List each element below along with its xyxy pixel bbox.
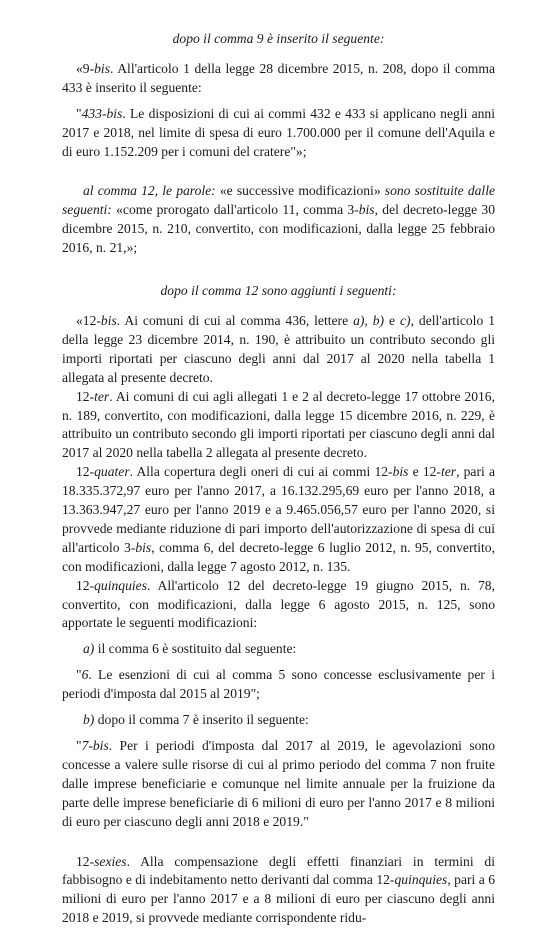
instruction-after-comma-9: dopo il comma 9 è inserito il seguente: (172, 31, 385, 46)
paragraph-comma-12-amendment: al comma 12, le parole: «e successive modificazioni» sono sostituite dalle seguenti: «come prorogato dall'articolo 11, comma 3-bis, del decreto-legge 30 dicembre 2015, n. 210, convertito, con modificazioni, dalla legge 25 febbraio 2016, n. 21,»; (62, 183, 496, 256)
paragraph-12-quater: 12-quater. Alla copertura degli oneri di cui ai commi 12-bis e 12-ter, pari a 18.335.372,97 euro per l'anno 2017, a 16.132.295,69 euro per l'anno 2018, a 13.363.947,27 euro per l'anno 2019 e a 9.465.056,57 euro per l'anno 2020, si provvede mediante riduzione di pari importo dell'autorizzazione di spesa di cui all'articolo 3-bis, comma 6, del decreto-legge 6 luglio 2012, n. 95, convertito, con modificazioni, dalla legge 7 agosto 2012, n. 135. (62, 464, 495, 574)
paragraph-12-quinquies: 12-quinquies. All'articolo 12 del decreto-legge 19 giugno 2015, n. 78, convertito, con modificazioni, dalla legge 6 agosto 2015, n. 125, sono apportate le seguenti modificazioni: (62, 577, 495, 631)
paragraph-letter-a: a) il comma 6 è sostituito dal seguente: (83, 641, 297, 657)
paragraph-7-bis: "7-bis. Per i periodi d'imposta dal 2017 al 2019, le agevolazioni sono concesse a valere sulle risorse di cui al primo periodo del comma 7 non fruite dalle imprese beneficiarie e comunque nel limite annuale per la fruizione da parte delle imprese beneficiarie di 6 milioni di euro per l'anno 2017 e 8 milioni di euro per ciascuno degli anni 2018 e 2019." (62, 738, 495, 829)
paragraph-comma-6: "6. Le esenzioni di cui al comma 5 sono concesse esclusivamente per i periodi d'imposta dal 2015 al 2019"; (62, 667, 495, 702)
paragraph-12-ter: 12-ter. Ai comuni di cui agli allegati 1 e 2 al decreto-legge 17 ottobre 2016, n. 189, convertito, con modificazioni, dalla legge 15 dicembre 2016, n. 229, è attribuito un contributo secondo gli importi riportati per ciascuno degli anni dal 2017 al 2020 nella tabella 2 allegata al presente decreto. (62, 388, 495, 461)
instruction-after-comma-12: dopo il comma 12 sono aggiunti i seguenti: (160, 283, 397, 299)
paragraph-letter-b: b) dopo il comma 7 è inserito il seguente: (83, 712, 309, 728)
paragraph-9-bis: «9-bis. All'articolo 1 della legge 28 dicembre 2015, n. 208, dopo il comma 433 è inserito il seguente: (62, 60, 495, 95)
paragraph-12-sexies: 12-sexies. Alla compensazione degli effetti finanziari in termini di fabbisogno e di indebitamento netto derivanti dal comma 12-quinquies, pari a 6 milioni di euro per l'anno 2017 e a 8 milioni di euro per ciascuno degli anni 2018 e 2019, si provvede mediante corrispondente ridu- (62, 853, 495, 926)
paragraph-12-bis: «12-bis. Ai comuni di cui al comma 436, lettere a), b) e c), dell'articolo 1 della legge 23 dicembre 2014, n. 190, è attribuito un contributo secondo gli importi riportati per ciascuno degli anni dal 2017 al 2020 nella tabella 1 allegata al presente decreto. (62, 312, 495, 385)
paragraph-433-bis: "433-bis. Le disposizioni di cui ai commi 432 e 433 si applicano negli anni 2017 e 2018, nel limite di spesa di euro 1.700.000 per il comune dell'Aquila e di euro 1.152.209 per i comuni del cratere"»; (62, 105, 495, 159)
